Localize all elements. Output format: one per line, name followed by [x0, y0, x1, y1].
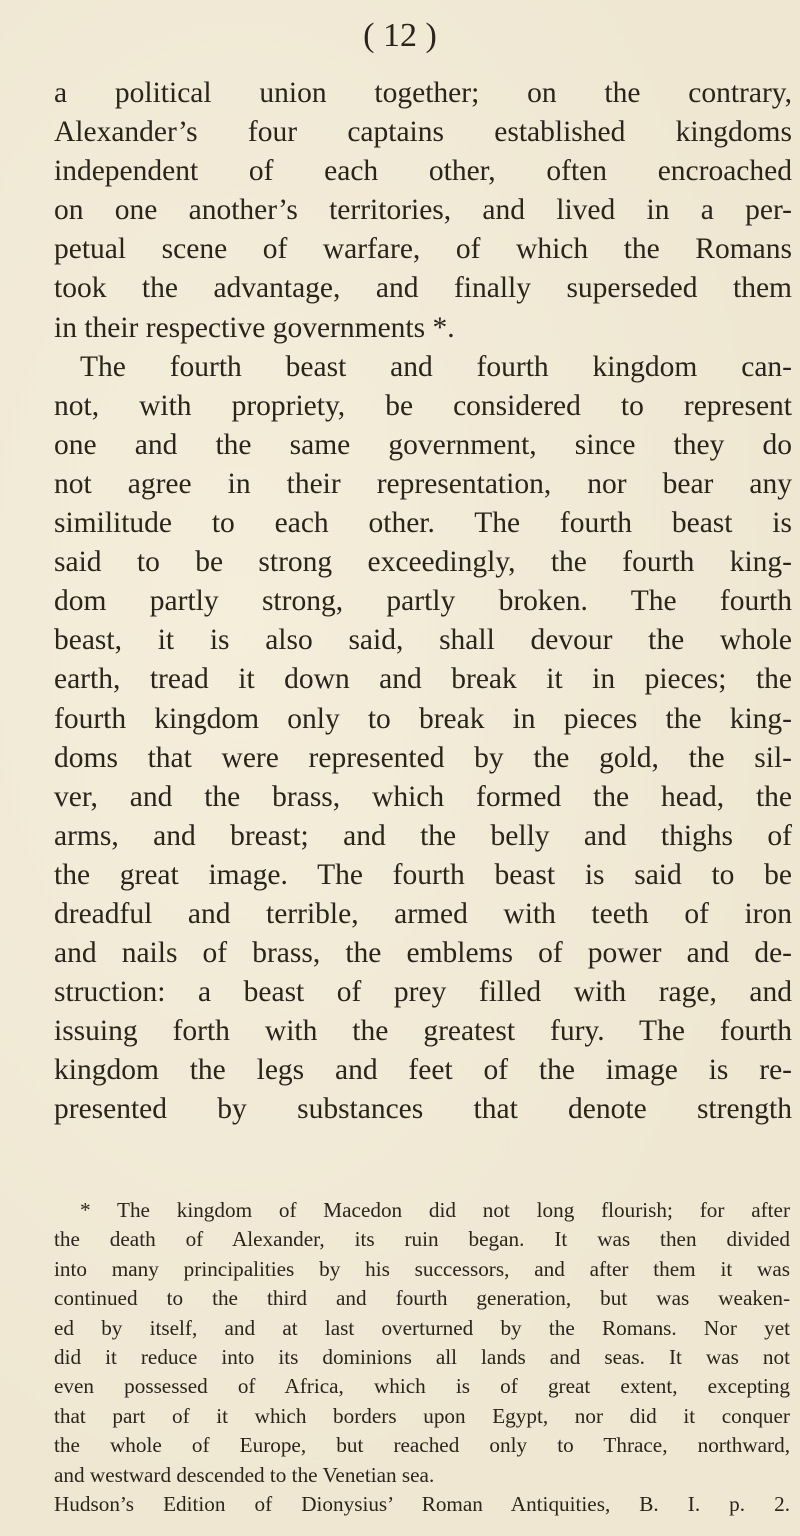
text-line: kingdom the legs and feet of the image is re- [54, 1054, 792, 1087]
text-line: issuing forth with the greatest fury. The fourth [54, 1015, 792, 1048]
footnote-line: the whole of Europe, but reached only to Thrace, northward, [54, 1433, 790, 1458]
page-number: ( 12 ) [363, 17, 437, 54]
text-line: not agree in their representation, nor bear any [54, 467, 792, 500]
text-line: earth, tread it down and break it in pieces; the [54, 663, 792, 696]
footnote-line: even possessed of Africa, which is of great extent, excepting [54, 1374, 790, 1399]
text-line: the great image. The fourth beast is said to be [54, 858, 792, 891]
text-line: dreadful and terrible, armed with teeth of iron [54, 897, 792, 930]
text-line: doms that were represented by the gold, the sil- [54, 741, 792, 774]
footnote-line: did it reduce into its dominions all lands and seas. It was not [54, 1344, 790, 1369]
text-line: dom partly strong, partly broken. The fourth [54, 585, 792, 618]
text-line: beast, it is also said, shall devour the whole [54, 624, 792, 657]
footnote-line: that part of it which borders upon Egypt, nor did it conquer [54, 1403, 790, 1428]
footnote-line: and westward descended to the Venetian sea. [54, 1462, 435, 1487]
footnote-line: into many principalities by his successors, and after them it was [54, 1256, 790, 1281]
text-line: not, with propriety, be considered to represent [54, 389, 792, 422]
footnote [54, 1196, 790, 1519]
footnote-line: continued to the third and fourth generation, but was weaken- [54, 1286, 790, 1311]
text-line: on one another’s territories, and lived in a per- [54, 194, 792, 227]
text-line: struction: a beast of prey filled with rage, and [54, 976, 792, 1009]
text-line: and nails of brass, the emblems of power and de- [54, 937, 792, 970]
footnote-citation: Hudson’s Edition of Dionysius’ Roman Antiquities, B. I. p. 2. [54, 1491, 790, 1516]
text-line: petual scene of warfare, of which the Romans [54, 233, 792, 266]
text-line: presented by substances that denote strength [54, 1093, 792, 1126]
text-line: in their respective governments *. [54, 311, 455, 344]
text-line: one and the same government, since they do [54, 428, 792, 461]
text-line: fourth kingdom only to break in pieces the king- [54, 702, 792, 735]
main-text [54, 74, 792, 1130]
text-line: ver, and the brass, which formed the head, the [54, 780, 792, 813]
text-line: said to be strong exceedingly, the fourth king- [54, 546, 792, 579]
footnote-line: ed by itself, and at last overturned by the Romans. Nor yet [54, 1315, 790, 1340]
text-line: The fourth beast and fourth kingdom can- [80, 350, 792, 383]
text-line: a political union together; on the contrary, [54, 77, 792, 109]
footnote-line: * The kingdom of Macedon did not long flourish; for after [80, 1198, 790, 1222]
text-line: took the advantage, and finally superseded them [54, 272, 792, 305]
text-line: similitude to each other. The fourth beast is [54, 507, 792, 540]
footnote-line: the death of Alexander, its ruin began. It was then divided [54, 1227, 790, 1252]
text-line: independent of each other, often encroached [54, 155, 792, 188]
text-line: Alexander’s four captains established kingdoms [54, 116, 792, 149]
text-line: arms, and breast; and the belly and thighs of [54, 819, 792, 852]
